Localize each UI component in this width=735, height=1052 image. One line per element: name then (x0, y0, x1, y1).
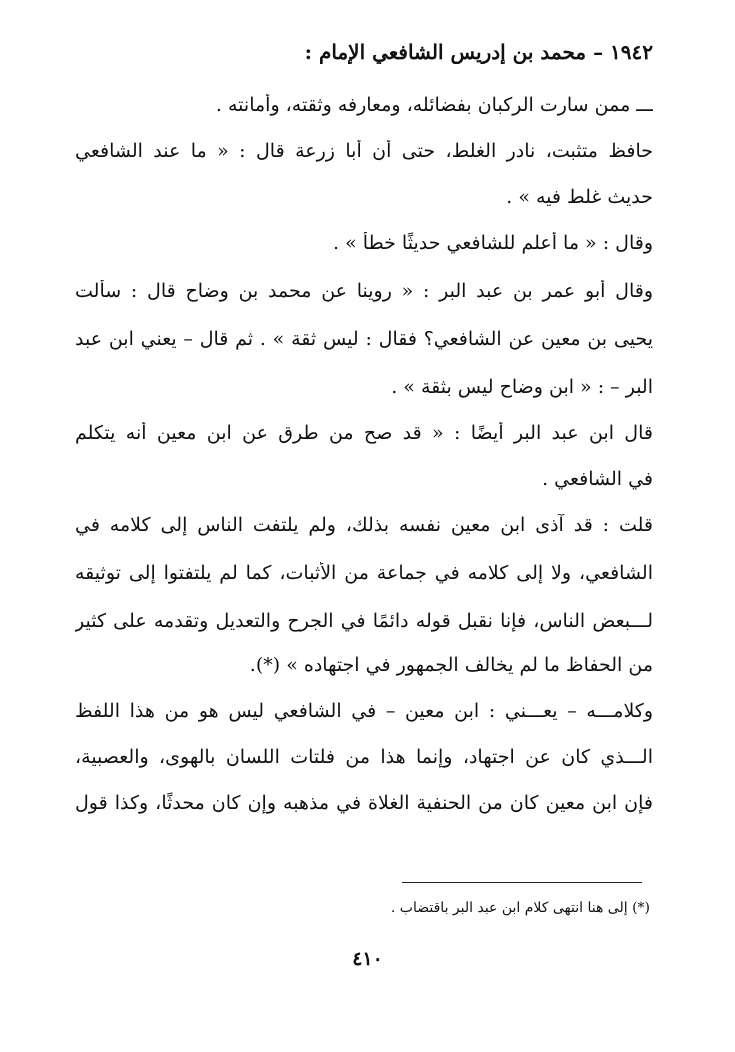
text-line: وقال : « ما أعلم للشافعي حديثًا خطأ » . (333, 232, 653, 254)
footnote-divider (402, 882, 642, 883)
text-line: وقال أبو عمر بن عبد البر : « روينا عن محمد بن وضاح قال : سألت (75, 280, 653, 302)
text-line: وكلامـــه – يعـــني : ابن معين – في الشافعي ليس هو من هذا اللفظ (75, 700, 653, 722)
text-line: الـــذي كان عن اجتهاد، وإنما هذا من فلتات اللسان بالهوى، والعصبية، (75, 746, 653, 768)
text-line: ـــ ممن سارت الركبان بفضائله، ومعارفه وثقته، وأمانته . (215, 94, 653, 116)
footnote: (*) إلى هنا انتهى كلام ابن عبد البر باقتضاب . (390, 900, 650, 916)
text-line: حافظ متثبت، نادر الغلط، حتى أن أبا زرعة قال : « ما عند الشافعي (75, 140, 653, 162)
text-line: حديث غلط فيه » . (506, 186, 653, 208)
text-line: من الحفاظ ما لم يخالف الجمهور في اجتهاده » (*). (249, 654, 653, 676)
text-line: في الشافعي . (542, 468, 653, 490)
text-line: قلت : قد آذى ابن معين نفسه بذلك، ولم يلتفت الناس إلى كلامه في (75, 514, 653, 536)
text-line: البر – : « ابن وضاح ليس بثقة » . (391, 376, 653, 398)
text-line: لـــبعض الناس، فإنا نقبل قوله دائمًا في الجرح والتعديل وتقدمه على كثير (75, 610, 653, 632)
text-line: يحيى بن معين عن الشافعي؟ فقال : ليس ثقة » . ثم قال – يعني ابن عبد (75, 328, 653, 350)
text-line: الشافعي، ولا إلى كلامه في جماعة من الأثبات، كما لم يلتفتوا إلى توثيقه (75, 562, 653, 584)
text-line: قال ابن عبد البر أيضًا : « قد صح من طرق عن ابن معين أنه يتكلم (75, 422, 653, 444)
entry-heading: ١٩٤٢ – محمد بن إدريس الشافعي الإمام : (304, 40, 653, 64)
page-number: ٤١٠ (352, 948, 383, 970)
text-line: فإن ابن معين كان من الحنفية الغلاة في مذهبه وإن كان محدثًا، وكذا قول (75, 792, 653, 814)
